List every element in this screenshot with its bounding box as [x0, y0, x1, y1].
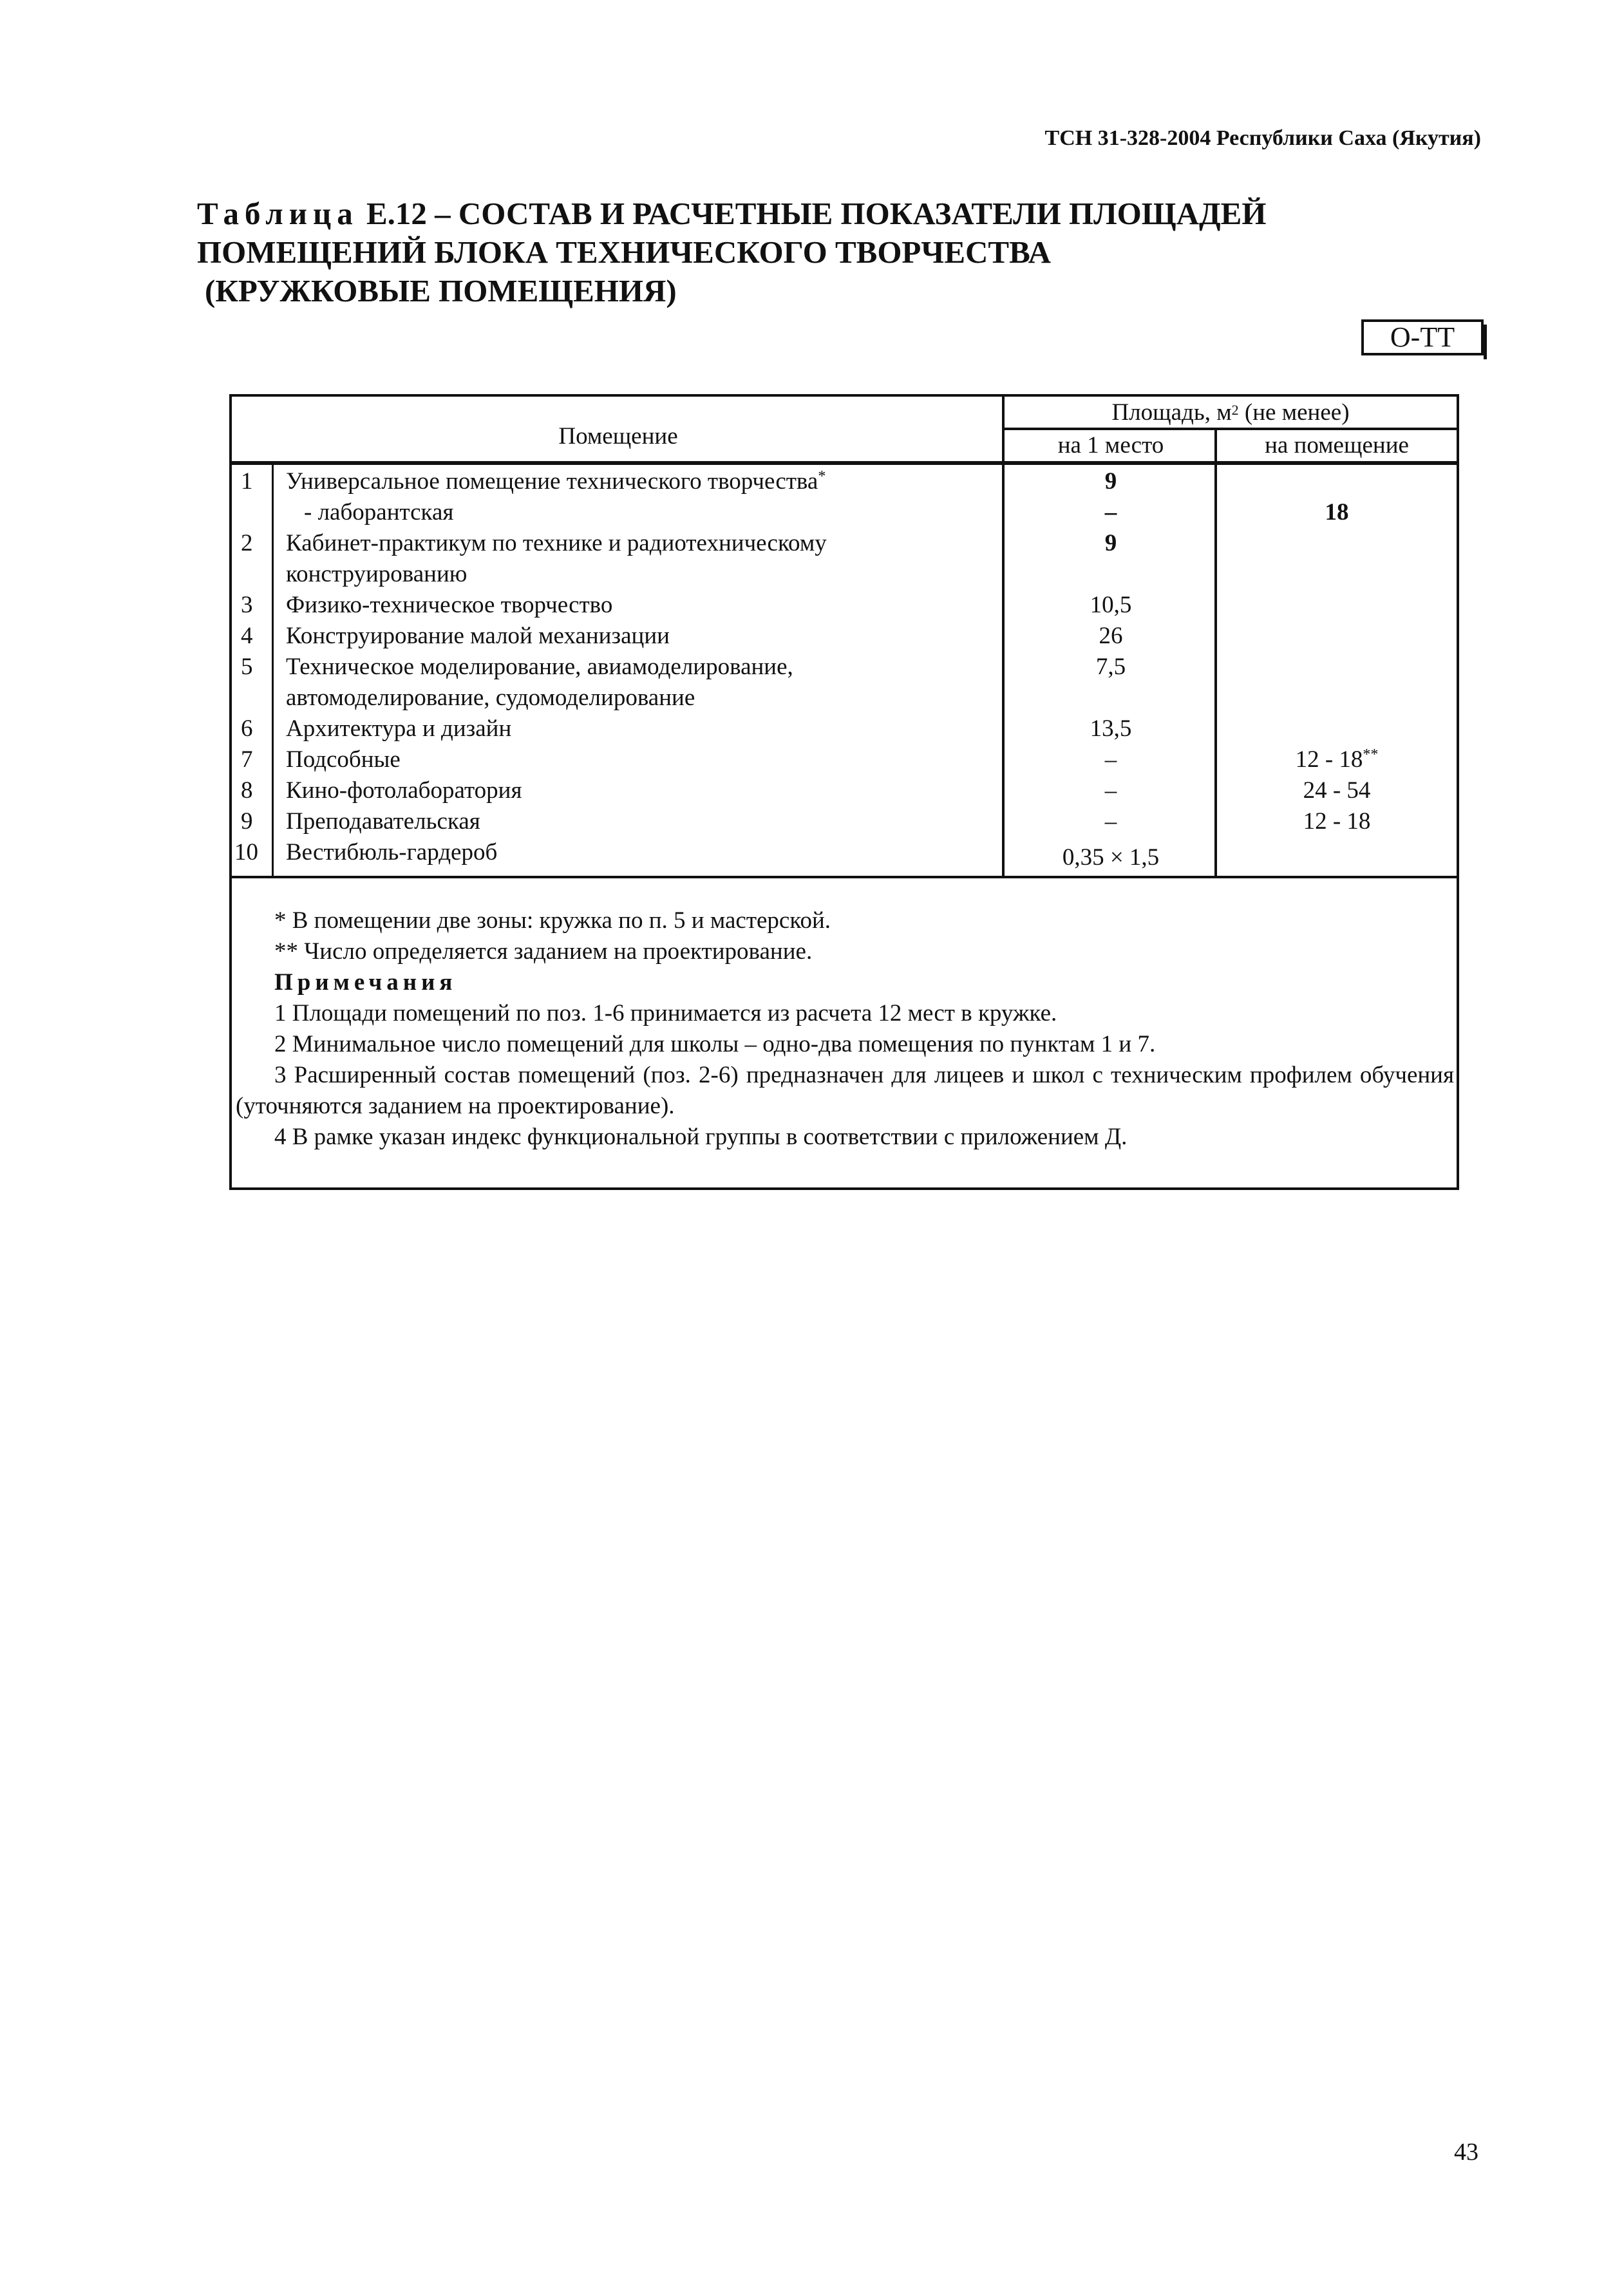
- row-per-seat: 7,5: [1095, 654, 1126, 680]
- rooms-table: [229, 394, 1459, 1190]
- row-per-seat: –: [1104, 499, 1117, 525]
- row-per-seat: 9: [1104, 530, 1117, 556]
- row-number: 5: [241, 654, 253, 680]
- header-sub-divider: [1005, 428, 1457, 430]
- footnote-2: ** Число определяется заданием на проектирование.: [274, 938, 813, 965]
- body-bottom-divider: [232, 876, 1457, 878]
- row-name: [286, 466, 994, 497]
- row-per-room-text: 12 - 18: [1295, 746, 1363, 773]
- note-4: 4 В рамке указан индекс функциональной группы в соответствии с приложением Д.: [274, 1124, 1128, 1150]
- title-line-2: ПОМЕЩЕНИЙ БЛОКА ТЕХНИЧЕСКОГО ТВОРЧЕСТВА: [197, 234, 1052, 270]
- header-per-room: на помещение: [1265, 432, 1409, 458]
- row-name: Кабинет-практикум по технике и радиотехническому конструированию: [286, 530, 827, 587]
- row-per-seat: –: [1104, 777, 1117, 804]
- divider-num: [272, 465, 274, 877]
- footnote-1: * В помещении две зоны: кружка по п. 5 и мастерской.: [274, 907, 831, 934]
- row-number: 6: [241, 715, 253, 742]
- header-per-seat: на 1 место: [1057, 432, 1164, 458]
- row-name: Кино-фотолаборатория: [286, 777, 522, 804]
- row-per-seat: 13,5: [1090, 715, 1132, 742]
- row-name-mark: *: [818, 468, 826, 485]
- group-index-box: О-ТТ: [1361, 319, 1484, 355]
- row-name: Преподавательская: [286, 808, 480, 835]
- row-number: 1: [241, 468, 253, 495]
- header-area-prefix: Площадь, м: [1111, 399, 1232, 426]
- row-name: Вестибюль-гардероб: [286, 839, 498, 865]
- row-per-room: [1217, 744, 1457, 775]
- row-name: Техническое моделирование, авиамоделирование, автомоделирование, судомоделирование: [286, 654, 793, 711]
- row-number: 2: [241, 530, 253, 556]
- row-number: 7: [241, 746, 253, 773]
- row-name: Подсобные: [286, 746, 401, 773]
- note-1: 1 Площади помещений по поз. 1-6 принимается из расчета 12 мест в кружке.: [274, 1000, 1057, 1026]
- row-name: [286, 497, 1012, 528]
- note-2: 2 Минимальное число помещений для школы – одно-два помещения по пунктам 1 и 7.: [274, 1031, 1156, 1057]
- row-name-text: - лаборантская: [304, 499, 454, 525]
- running-header: ТСН 31-328-2004 Республики Саха (Якутия): [1044, 126, 1481, 150]
- title-line-1: [197, 194, 1421, 233]
- row-name: Архитектура и дизайн: [286, 715, 512, 742]
- row-per-room: 18: [1325, 499, 1349, 525]
- row-per-room-mark: **: [1363, 746, 1379, 763]
- header-bottom-divider: [232, 461, 1457, 465]
- title-line-3: (КРУЖКОВЫЕ ПОМЕЩЕНИЯ): [205, 273, 677, 308]
- table-notes: [232, 905, 1457, 1153]
- header-area-sup: 2: [1231, 402, 1239, 418]
- row-per-seat: 9: [1104, 468, 1117, 495]
- row-number: 8: [241, 777, 253, 804]
- row-name: Конструирование малой механизации: [286, 623, 670, 649]
- row-number: 3: [241, 592, 253, 618]
- title-prefix: Таблица: [197, 196, 359, 231]
- row-number: 9: [241, 808, 253, 835]
- row-name: Физико-техническое творчество: [286, 592, 613, 618]
- row-per-room: 12 - 18: [1303, 808, 1371, 835]
- row-per-seat: 10,5: [1090, 592, 1132, 618]
- row-per-seat: 26: [1099, 623, 1123, 649]
- page-number: 43: [1454, 2139, 1478, 2166]
- row-per-room: 24 - 54: [1303, 777, 1371, 804]
- row-name-text: Универсальное помещение технического творчества: [286, 468, 818, 495]
- header-area: [1005, 397, 1457, 429]
- title-line-1-rest: Е.12 – СОСТАВ И РАСЧЕТНЫЕ ПОКАЗАТЕЛИ ПЛОЩАДЕЙ: [366, 196, 1267, 231]
- row-per-seat: –: [1104, 808, 1117, 835]
- notes-heading: Примечания: [274, 969, 457, 996]
- header-room: Помещение: [558, 423, 678, 449]
- note-3: 3 Расширенный состав помещений (поз. 2-6) предназначен для лицеев и школ с техническим профилем обучения (уточняются заданием на проектирование).: [236, 1062, 1454, 1119]
- row-per-seat: –: [1104, 746, 1117, 773]
- row-number: 4: [241, 623, 253, 649]
- table-title: [197, 194, 1421, 310]
- row-number: 10: [234, 839, 258, 865]
- row-per-seat: 0,35 × 1,5: [1062, 844, 1160, 871]
- header-area-suffix: (не менее): [1238, 399, 1350, 426]
